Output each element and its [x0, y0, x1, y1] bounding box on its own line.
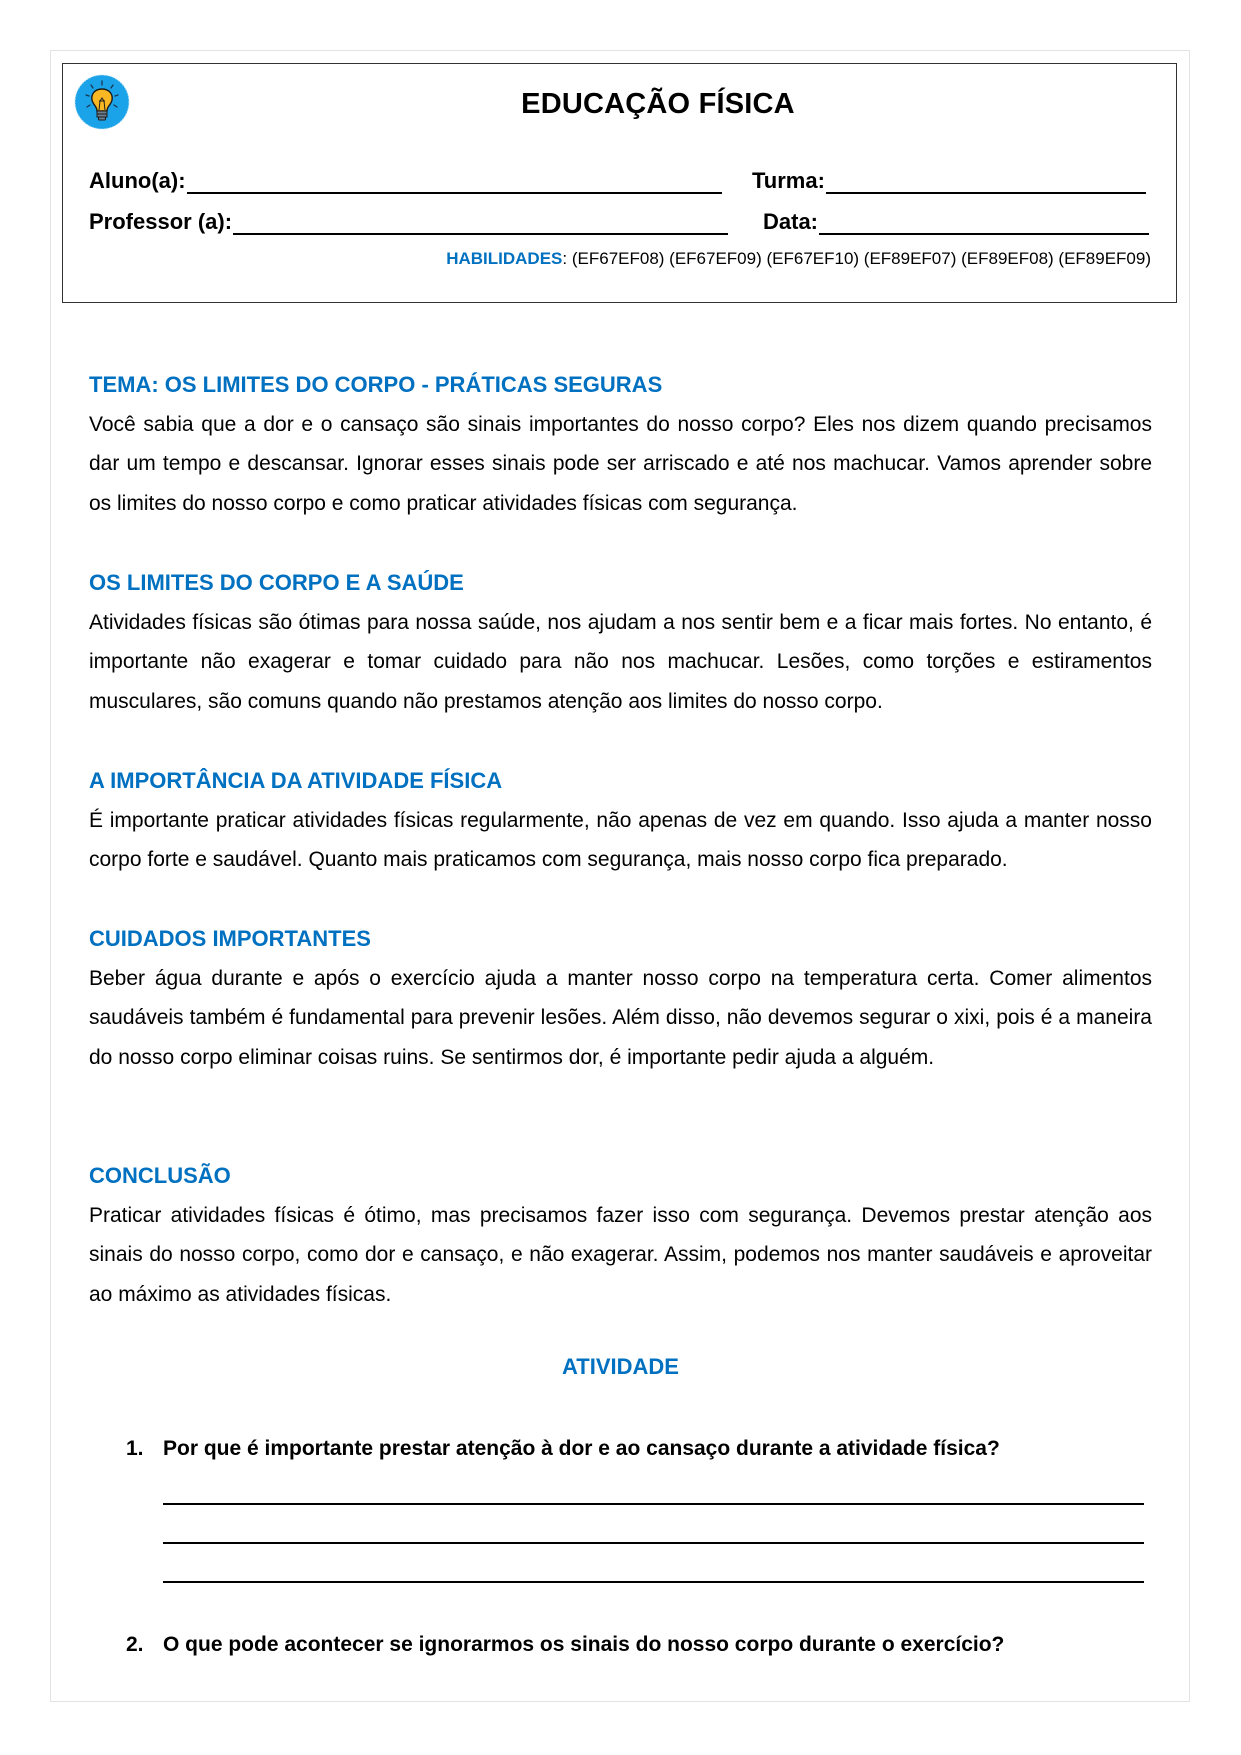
section-conclusion	[89, 1156, 1152, 1314]
teacher-label: Professor (a):	[89, 209, 233, 234]
section-heading: A IMPORTÂNCIA DA ATIVIDADE FÍSICA	[89, 768, 503, 793]
skills-codes: (EF67EF08) (EF67EF09) (EF67EF10) (EF89EF07) (EF89EF08) (EF89EF09)	[571, 249, 1151, 268]
section-body: Praticar atividades físicas é ótimo, mas precisamos fazer isso com segurança. Devemos prestar atenção aos sinais do nosso corpo, como dor e cansaço, e não exagerar. Assim, podemos nos manter saudáveis e aproveitar ao máximo as atividades físicas.	[89, 1203, 1152, 1306]
teacher-input-line[interactable]	[233, 213, 728, 235]
date-input-line[interactable]	[819, 213, 1149, 235]
section-body-limits	[89, 563, 1152, 721]
student-field[interactable]	[89, 168, 722, 194]
section-body: É importante praticar atividades físicas regularmente, não apenas de vez em quando. Isso ajuda a manter nosso corpo forte e saudável. Quanto mais praticamos com segurança, mais nosso corpo fica preparado.	[89, 808, 1152, 872]
teacher-field[interactable]	[89, 209, 728, 235]
question-number: 1.	[126, 1437, 144, 1460]
section-heading: TEMA: OS LIMITES DO CORPO - PRÁTICAS SEGURAS	[89, 372, 663, 397]
section-heading: CUIDADOS IMPORTANTES	[89, 926, 371, 951]
section-theme	[89, 365, 1152, 523]
activity-title: ATIVIDADE	[562, 1354, 679, 1379]
page-title: EDUCAÇÃO FÍSICA	[521, 88, 795, 120]
skills-label: HABILIDADES	[446, 249, 563, 268]
student-input-line[interactable]	[187, 172, 722, 194]
section-importance	[89, 761, 1152, 880]
date-label: Data:	[763, 209, 819, 234]
section-heading: OS LIMITES DO CORPO E A SAÚDE	[89, 570, 464, 595]
class-input-line[interactable]	[826, 172, 1146, 194]
answer-line-2[interactable]	[163, 1542, 1144, 1544]
date-field[interactable]	[763, 209, 1149, 235]
section-care	[89, 919, 1152, 1077]
question-number: 2.	[126, 1633, 144, 1656]
skills-colon: :	[562, 249, 568, 268]
skills-line	[446, 249, 1151, 269]
question-text: O que pode acontecer se ignorarmos os sinais do nosso corpo durante o exercício?	[163, 1633, 1005, 1656]
class-label: Turma:	[752, 168, 825, 193]
answer-line-3[interactable]	[163, 1581, 1144, 1583]
section-body: Beber água durante e após o exercício ajuda a manter nosso corpo na temperatura certa. Comer alimentos saudáveis também é fundamental para prevenir lesões. Além disso, não devemos segurar o xixi, pois é a maneira do nosso corpo eliminar coisas ruins. Se sentirmos dor, é importante pedir ajuda a alguém.	[89, 966, 1152, 1069]
class-field[interactable]	[752, 168, 1146, 194]
question-2	[126, 1633, 1004, 1657]
question-text: Por que é importante prestar atenção à dor e ao cansaço durante a atividade física?	[163, 1437, 1000, 1460]
section-body: Você sabia que a dor e o cansaço são sinais importantes do nosso corpo? Eles nos dizem quando precisamos dar um tempo e descansar. Ignorar esses sinais pode ser arriscado e até nos machucar. Vamos aprender sobre os limites do nosso corpo e como praticar atividades físicas com segurança.	[89, 412, 1152, 515]
section-heading: CONCLUSÃO	[89, 1163, 231, 1188]
student-label: Aluno(a):	[89, 168, 186, 193]
question-1	[126, 1437, 1000, 1461]
section-body: Atividades físicas são ótimas para nossa saúde, nos ajudam a nos sentir bem e a ficar mais fortes. No entanto, é importante não exagerar e tomar cuidado para não nos machucar. Lesões, como torções e estiramentos musculares, são comuns quando não prestamos atenção aos limites do nosso corpo.	[89, 610, 1152, 713]
answer-line-1[interactable]	[163, 1503, 1144, 1505]
